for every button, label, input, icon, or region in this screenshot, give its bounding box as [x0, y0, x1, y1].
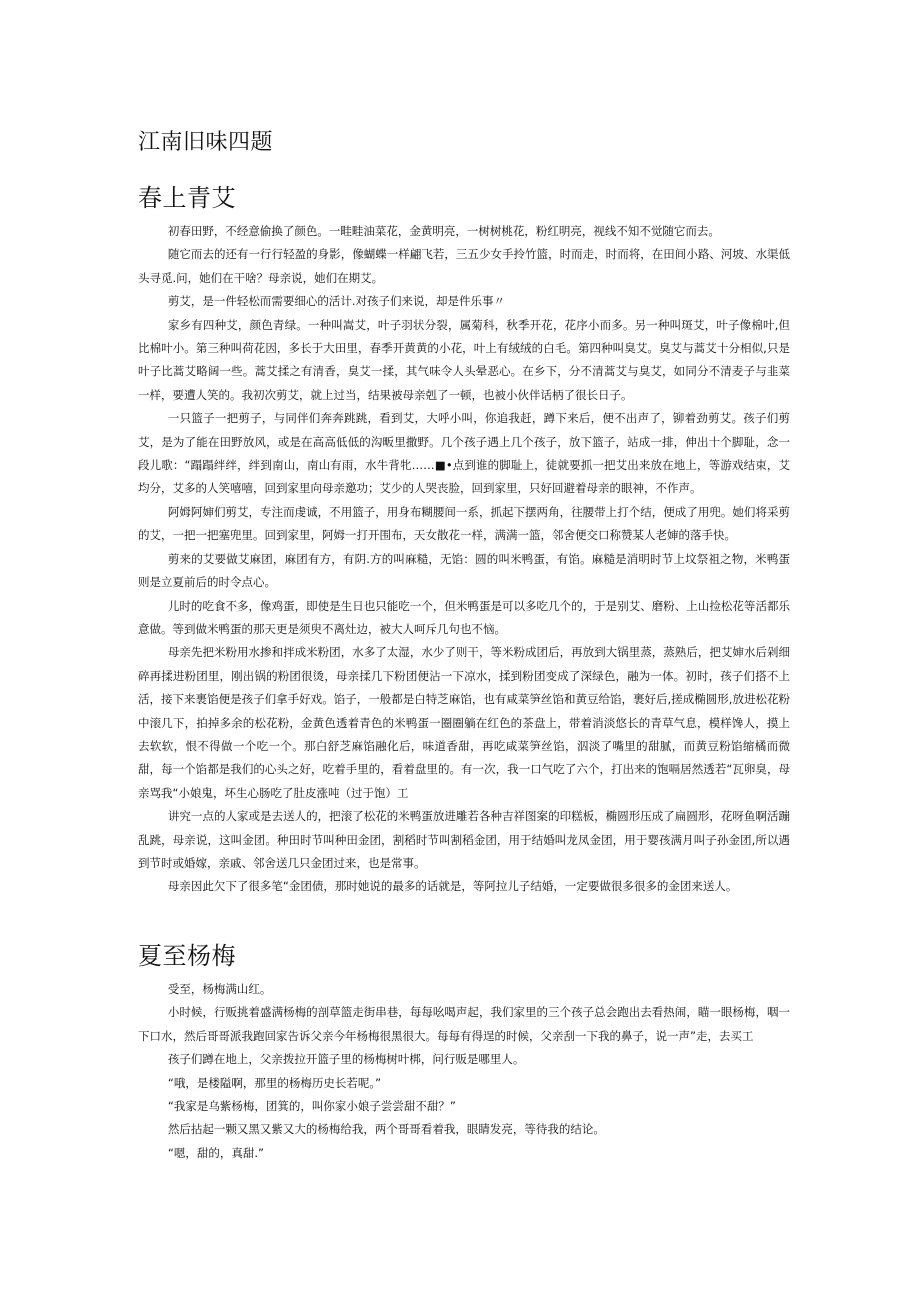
section-body-spring-mugwort	[138, 220, 790, 899]
paragraph: 儿时的吃食不多，像鸡蛋，即使是生日也只能吃一个，但米鸭蛋是可以多吃几个的，于是别艾、磨粉、上山捡松花等活都乐意做。等到做米鸭蛋的那天更是须臾不离灶边，被大人呵斥几句也不恼。	[138, 598, 790, 636]
paragraph: 受至，杨梅满山红。	[167, 982, 272, 996]
section-heading-summer-bayberry: 夏至杨梅	[138, 942, 236, 970]
paragraph: 剪艾，是一件轻松而需要细心的活计.对孩子们来说，却是件乐事〃	[167, 294, 506, 309]
paragraph: 剪来的艾要做艾麻团，麻团有方，有阴.方的叫麻糙，无馅：圆的叫米鸭蛋，有馅。麻糙是消明时节上坟祭祖之物，米鸭蛋则是立夏前后的时令点心。	[138, 551, 790, 590]
paragraph: 家乡有四种艾，颜色青绿。一种叫嵩艾，叶子羽状分裂，属菊科，秋季开花，花序小而多。另一种叫斑艾，叶子像棉叶,但比棉叶小。第三种叫荷花因，多长于大田里，春季开黄黄的小花，叶上有绒绒的白毛。第四种叫臭艾。臭艾与蒿艾十分相似,只是叶子比蒿艾略阔一些。蒿艾揉之有清香，臭艾一揉，其气味令人头晕恶心。在乡下，分不清蒿艾与臭艾，如同分不清麦子与韭菜一样，要遭人笑的。我初次剪艾，就上过当，结果被母亲剋了一顿，也被小伙伴话柄了很长日子。	[138, 317, 790, 402]
paragraph: 小时候，行贩挑着盛满杨梅的剖草篮走街串巷，每每吆喝声起，我们家里的三个孩子总会跑出去看热闹，瞄一眼杨梅，咽一下口水，然后哥哥派我跑回家告诉父亲今年杨梅很黑很大。每每有得逞的时候，父亲刮一下我的鼻子，说一声”走，去买工	[138, 1005, 790, 1043]
paragraph: 母亲因此欠下了很多笔“金团债，那时她说的最多的话就是，等阿拉儿子结婚，一定要做很多很多的金团来送人。	[167, 879, 738, 894]
paragraph: 孩子们蹲在地上，父亲拨拉开篮子里的杨梅树叶梆，问行贩是哪里人。	[167, 1052, 525, 1067]
paragraph: 然后拈起一颗又黑又紫又大的杨梅给我，两个哥哥看着我，眼睛发亮，等待我的结论。	[167, 1122, 605, 1137]
section-heading-spring-mugwort: 春上青艾	[138, 184, 236, 212]
section-body-summer-bayberry	[138, 978, 790, 1165]
paragraph: 一只篮子一把剪子，与同伴们奔奔跳跳，看到艾，大呼小叫，你追我赶，蹲下来后，便不出声了，铆着劲剪艾。孩子们剪艾，是为了能在田野放风，或是在高高低低的沟畈里撒野。几个孩子遇上几个孩子，放下篮子，站成一排，伸出十个脚耻，念一段儿歌：“蹋蹋绊绊，绊到南山，南山有雨，水牛背牝……■•点到谁的脚耻上，徒就要抓一把艾出来放在地上，等游戏结束，艾均分，艾多的人笑嘻嘻，回到家里向母亲邀功；艾少的人哭丧脸，回到家里，只好回避着母亲的眼神，不作声。	[138, 411, 790, 496]
document-title: 江南旧味四题	[138, 130, 274, 155]
paragraph: 讲究一点的人家或是去送人的，把滚了松花的米鸭蛋放进雕若各种吉祥图案的印糕板，椭圆形压成了扁圆形，花呀鱼啊活蹦乱跳，母亲说，这叫金团。种田时节叫种田金团，割稻时节叫割稻金团，用于结婚叫龙凤金团，用于婴孩满月叫子孙金团,所以遇到节时或婚嫁，亲戚、邻舍送几只金团过来，也是常事。	[138, 809, 790, 870]
paragraph: “我家是乌紫杨梅，团箕的，叫你家小娘子尝尝甜不甜？”	[167, 1099, 456, 1114]
paragraph: 母亲先把米粉用水掺和拌成米粉团，水多了太湿，水少了则干，等米粉成团后，再放到大锅里蒸，蒸熟后，把艾婶水后剁细碎再揉进粉团里，刚出锅的粉团很烫，母亲揉几下粉团便沾一下凉水，揉到粉团变成了深绿色，融为一体。初时，孩子们搭不上活，接下来裹馅便是孩子们拿手好戏。馅子，一般都是白特芝麻馅，也有咸菜笋丝馅和黄豆给馅，裹好后,搓成椭圆形,放进松花粉中滚几下，拍掉多余的松花粉，金黄色透着青色的米鸭蛋一圈圈躺在红色的茶盘上，带着消淡悠长的青草气息，模样馋人，摸上去软软，恨不得做一个吃一个。那白舒芝麻馅融化后，味道香甜，再吃咸菜笋丝馅，泅淡了嘴里的甜腻，而黄豆粉馅缩橘而微甜，每一个馅都是我们的心头之好，吃着手里的，看着盘里的。有一次，我一口气吃了六个，打出来的饱嗝居然透若“瓦卵臭，母亲骂我“小娘鬼，坏生心肠吃了肚皮涨吨（过于饱）工	[138, 645, 790, 800]
paragraph: 阿姆阿婶们剪艾，专注而虔诚，不用篮子，用身布糊腰间一系，抓起下摆两角，往腰带上打个结，便成了用兜。她们将采剪的艾，一把一把塞兜里。回到家里，阿姆一打开围布，天女散花一样，满满一篮，邻舍便交口称赞某人老婶的落手快。	[138, 504, 790, 543]
paragraph: “嗯，甜的，真甜.”	[167, 1145, 264, 1160]
paragraph: 随它而去的还有一行行轻盈的身影，像蝴蝶一样翩飞若，三五少女手拎竹篮，时而走，时而将，在田间小路、河坡、水渠低头寻觅.问，她们在干啥？母亲说，她们在期艾。	[138, 247, 790, 285]
paragraph: “哦，是楼隘啊，那里的杨梅历史长若呢。”	[167, 1075, 382, 1090]
paragraph: 初春田野，不经意偷换了颜色。一畦畦油菜花，金黄明亮，一树树桃花，粉红明亮，视线不知不觉随它而去。	[167, 224, 720, 238]
